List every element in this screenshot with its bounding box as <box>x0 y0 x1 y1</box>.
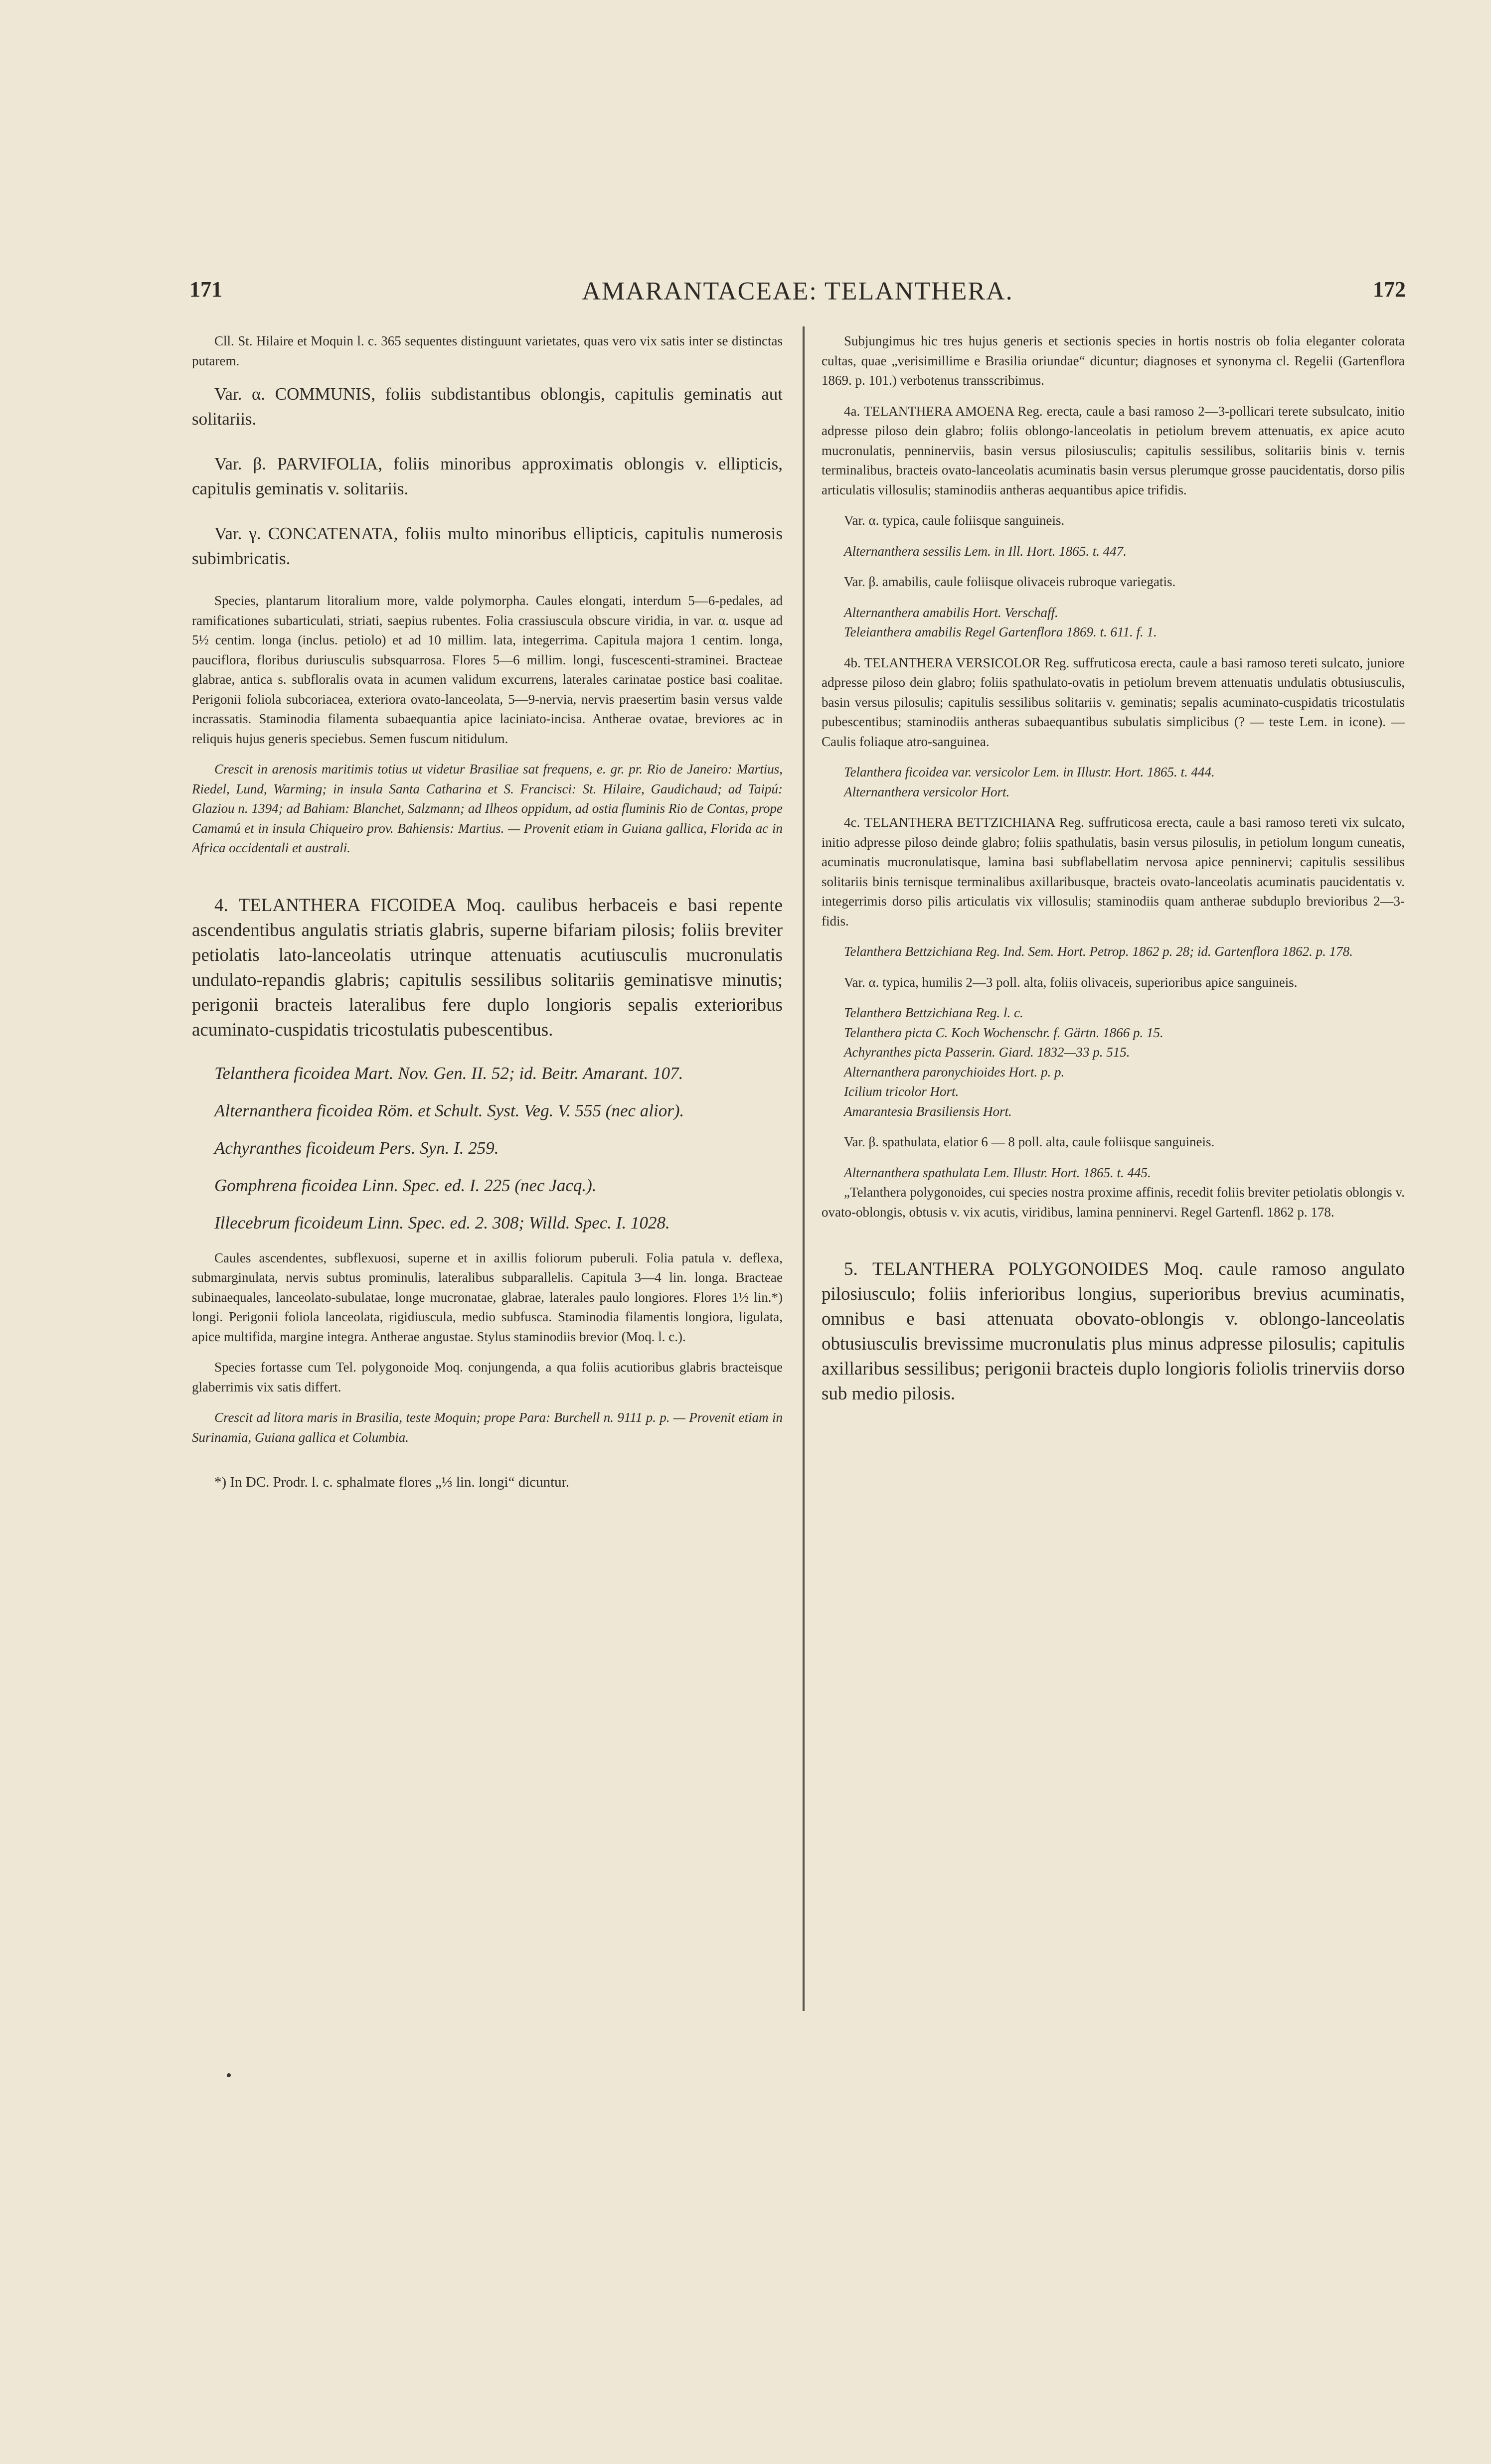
synonym: Achyranthes ficoideum Pers. Syn. I. 259. <box>214 1138 499 1158</box>
running-title: AMARANTACEAE: TELANTHERA. <box>582 277 1013 306</box>
distribution-note: Crescit ad litora maris in Brasilia, teste Moquin; prope Para: Burchell n. 9111 p. p. — Provenit etiam in Surinamia, Guiana gallica et Columbia. <box>192 1410 783 1445</box>
synonym: Icilium tricolor Hort. <box>844 1084 959 1099</box>
citation: Teleianthera amabilis Regel Gartenflora 1869. t. 611. f. 1. <box>844 624 1157 639</box>
citation: Alternanthera spathulata Lem. Illustr. Hort. 1865. t. 445. <box>844 1165 1151 1180</box>
page-number-right: 172 <box>1373 277 1406 302</box>
variety-concatenata: Var. γ. CONCATENATA, foliis multo minoribus ellipticis, capitulis numerosis subimbricatis. <box>192 524 783 568</box>
synonym: Telanthera Bettzichiana Reg. l. c. <box>844 1005 1023 1020</box>
synonym: Alternanthera paronychioides Hort. p. p. <box>844 1064 1065 1079</box>
column-divider <box>803 326 805 2011</box>
paragraph-varietates: Cll. St. Hilaire et Moquin l. c. 365 sequentes distinguunt varietates, quas vero vix satis inter se distinctas putarem. <box>192 333 783 368</box>
variety-spathulata: Var. β. spathulata, elatior 6 — 8 poll. alta, caule foliisque sanguineis. <box>844 1134 1215 1149</box>
species-4a: 4a. TELANTHERA AMOENA Reg. erecta, caule a basi ramoso 2—3-pollicari terete subsulcato, initio adpresse piloso dein glabro; foliis oblongo-lanceolatis in petiolum brevem attenuatis, ex apice acuto mucronulatis, penninerviis, basin versus pilosiusculis; capitulis sessilibus, solitariis binis v. ternis terminalibus, bracteis ovato-lanceolatis acuminatis basin versus plerumque grosse paucidentatis, dorso pilis articulatis villosulis; staminodiis antheras aequantibus apice trifidis. <box>822 403 1405 497</box>
intro-paragraph: Subjungimus hic tres hujus generis et sectionis species in hortis nostris ob folia eleganter colorata cultas, quae „verisimillime e Brasilia oriundae“ dicuntur; diagnoses et synonyma cl. Regelii (Gartenflora 1869. p. 101.) verbotenus transscribimus. <box>822 333 1405 388</box>
variety-typica-bettzichiana: Var. α. typica, humilis 2—3 poll. alta, foliis olivaceis, superioribus apice sanguineis. <box>844 974 1298 990</box>
species-4-remark: Species fortasse cum Tel. polygonoide Moq. conjungenda, a qua foliis acutioribus glabris bracteisque glaberrimis vix satis differt. <box>192 1360 783 1394</box>
citation: Alternanthera amabilis Hort. Verschaff. <box>844 605 1058 620</box>
polygonoides-note: „Telanthera polygonoides, cui species nostra proxime affinis, recedit foliis breviter petiolatis oblongis v. ovato-oblongis, obtusis v. vix acutis, viridibus, lamina penninervi. Regel Gartenfl. 1862 p. 178. <box>822 1185 1405 1220</box>
species-4b: 4b. TELANTHERA VERSICOLOR Reg. suffruticosa erecta, caule a basi ramoso tereti sulcato, juniore adpresse piloso dein glabro; foliis spathulato-ovatis in petiolum brevem attenuatis undulatis obtusiusculis, basin versus pilosulis; capitulis sessilibus solitariis v. geminatis; sepalis acuminato-cuspidatis tricostulatis pubescentibus; staminodiis antheras subaequantibus subulatis simplicibus (? — teste Lem. in icone). — Caulis foliaque atro-sanguinea. <box>822 655 1405 749</box>
running-header <box>189 277 1406 311</box>
species-description: Species, plantarum litoralium more, valde polymorpha. Caules elongati, interdum 5—6-pedales, ad ramificationes subarticulati, striati, saepius rubentes. Folia crassiuscula obscure viridia, in var. α. usque ad 5½ centim. longa (inclus. petiolo) et ad 10 millim. lata, integerrima. Capitula majora 1 centim. longa, pauciflora, floribus duriusculis subsquarrosa. Flores 5—6 millim. longi, fuscescenti-straminei. Bracteae glabrae, antica s. subfloralis ovata in acumen validum excurrens, laterales carinatae postice basi coalitae. Perigonii foliola subcoriacea, exteriora ovato-lanceolata, 5—9-nervia, nervis praesertim basin versus valde incrassatis. Staminodia filamenta subaequantia apice laciniato-incisa. Antherae ovatae, breviores ac in reliquis hujus generis speciebus. Semen fuscum nitidulum. <box>192 593 783 746</box>
variety-communis: Var. α. COMMUNIS, foliis subdistantibus oblongis, capitulis geminatis aut solitariis. <box>192 384 783 429</box>
species-4c: 4c. TELANTHERA BETTZICHIANA Reg. suffruticosa erecta, caule a basi ramoso tereti vix sulcato, initio adpresse piloso deinde glabro; foliis spathulatis, basin versus pilosulis, in petiolum longum cuneatis, acuminatis mucronulatisque, lamina basi subflabellatim nervosa apice penninervi; capitulis sessilibus solitariis binis ternisque terminalibus axillaribusque, bracteis ovato-lanceolatis acuminatis paucidentatis v. integerrimis dorso pilis articulatis vix villosulis; staminodiis quam antherae subduplo brevioribus 2—3-fidis. <box>822 815 1405 928</box>
footnote: *) In DC. Prodr. l. c. sphalmate flores „⅓ lin. longi“ dicuntur. <box>214 1474 569 1490</box>
variety-typica: Var. α. typica, caule foliisque sanguineis. <box>844 513 1065 528</box>
species-4-description: Caules ascendentes, subflexuosi, superne et in axillis foliorum puberuli. Folia patula v. deflexa, submarginulata, nervis subtus prominulis, lateralibus subparallelis. Capitula 3—4 lin. longa. Bracteae subinaequales, lanceolato-subulatae, longe mucronatae, glabrae, laterales paulo longiores. Flores 1½ lin.*) longi. Perigonii foliola lanceolata, rigidiuscula, medio subfusca. Staminodia filamentis longiora, ligulata, apice multifida, margine integra. Antherae angustae. Stylus staminodiis brevior (Moq. l. c.). <box>192 1250 783 1344</box>
species-4-heading: 4. TELANTHERA FICOIDEA Moq. caulibus herbaceis e basi repente ascendentibus angulatis striatis glabris, superne bifariam pilosis; foliis breviter petiolatis lato-lanceolatis utrinque attenuatis acutiusculis mucronulatis undulato-repandis glabris; capitulis sessilibus solitariis geminatisve minutis; perigonii bracteis lateralibus fere duplo longioris sepalis exterioribus acuminato-cuspidatis tricostulatis pubescentibus. <box>192 895 783 1040</box>
synonym: Telanthera ficoidea Mart. Nov. Gen. II. 52; id. Beitr. Amarant. 107. <box>214 1063 683 1083</box>
synonym: Telanthera picta C. Koch Wochenschr. f. Gärtn. 1866 p. 15. <box>844 1025 1163 1040</box>
synonym: Achyranthes picta Passerin. Giard. 1832—33 p. 515. <box>844 1045 1130 1060</box>
citation: Telanthera Bettzichiana Reg. Ind. Sem. Hort. Petrop. 1862 p. 28; id. Gartenflora 1862. p. 178. <box>844 944 1353 959</box>
variety-parvifolia: Var. β. PARVIFOLIA, foliis minoribus approximatis oblongis v. ellipticis, capitulis geminatis v. solitariis. <box>192 454 783 498</box>
ink-speck <box>227 2073 231 2077</box>
species-5-heading: 5. TELANTHERA POLYGONOIDES Moq. caule ramoso angulato pilosiusculo; foliis inferioribus longius, superioribus brevius acuminatis, omnibus e basi attenuata obovato-oblongis v. oblongo-lanceolatis obtusiusculis brevissime mucronulatis plus minus adpresse pilosulis; capitulis axillaribus sessilibus; perigonii bracteis duplo longioris foliolis trinerviis dorso sub medio pilosis. <box>822 1259 1405 1404</box>
citation: Alternanthera versicolor Hort. <box>844 784 1010 799</box>
citation: Telanthera ficoidea var. versicolor Lem. in Illustr. Hort. 1865. t. 444. <box>844 765 1215 779</box>
citation: Alternanthera sessilis Lem. in Ill. Hort. 1865. t. 447. <box>844 543 1127 559</box>
distribution-note: Crescit in arenosis maritimis totius ut videtur Brasiliae sat frequens, e. gr. pr. Rio de Janeiro: Martius, Riedel, Lund, Warming; in insula Santa Catharina et S. Francisci: St. Hilaire, Gaudichaud; ad Taipú: Glaziou n. 1394; ad Bahiam: Blanchet, Salzmann; ad Ilheos oppidum, ad ostia fluminis Rio de Contas, prope Camamú et in insula Chiqueiro prov. Bahiensis: Martius. — Provenit etiam in Guiana gallica, Florida ac in Africa occidentali et australi. <box>192 762 783 855</box>
synonym: Illecebrum ficoideum Linn. Spec. ed. 2. 308; Willd. Spec. I. 1028. <box>214 1213 670 1232</box>
synonym: Alternanthera ficoidea Röm. et Schult. Syst. Veg. V. 555 (nec alior). <box>214 1100 684 1120</box>
right-column <box>822 331 1405 1425</box>
synonym: Gomphrena ficoidea Linn. Spec. ed. I. 225 (nec Jacq.). <box>214 1175 597 1195</box>
variety-amabilis: Var. β. amabilis, caule foliisque olivaceis rubroque variegatis. <box>844 574 1176 589</box>
synonym: Amarantesia Brasiliensis Hort. <box>844 1103 1012 1119</box>
left-column <box>192 331 783 1507</box>
page-number-left: 171 <box>189 277 222 302</box>
